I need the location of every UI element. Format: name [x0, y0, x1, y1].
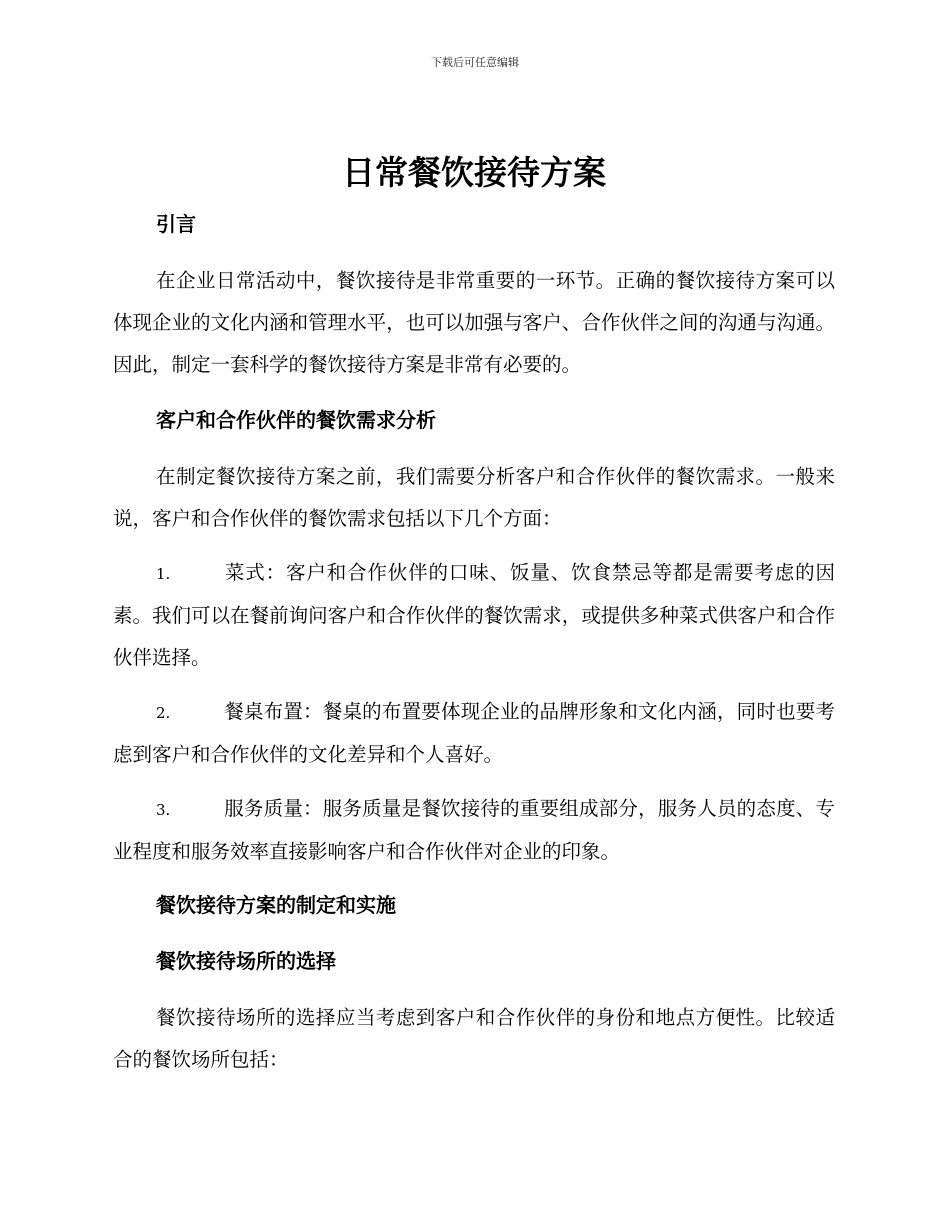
paragraph-needs: 在制定餐饮接待方案之前，我们需要分析客户和合作伙伴的餐饮需求。一般来说，客户和合作伙伴的餐饮需求包括以下几个方面：: [113, 465, 835, 530]
list-item-text: 餐桌布置：餐桌的布置要体现企业的品牌形象和文化内涵，同时也要考虑到客户和合作伙伴的文化差异和个人喜好。: [113, 700, 835, 766]
list-item: [113, 552, 835, 679]
paragraph-intro: 在企业日常活动中，餐饮接待是非常重要的一环节。正确的餐饮接待方案可以体现企业的文化内涵和管理水平，也可以加强与客户、合作伙伴之间的沟通与沟通。因此，制定一套科学的餐饮接待方案是非常有必要的。: [113, 269, 835, 376]
list-number: 2.: [156, 704, 171, 722]
heading-needs-analysis: 客户和合作伙伴的餐饮需求分析: [156, 408, 436, 432]
document-title: 日常餐饮接待方案: [342, 153, 606, 192]
heading-intro: 引言: [156, 212, 196, 236]
paragraph-venue: 餐饮接待场所的选择应当考虑到客户和合作伙伴的身份和地点方便性。比较适合的餐饮场所包括：: [113, 1006, 835, 1071]
heading-plan: 餐饮接待方案的制定和实施: [156, 893, 396, 917]
list-number: 1.: [156, 565, 171, 583]
header-note: 下载后可任意编辑: [431, 56, 519, 69]
list-item: [113, 788, 835, 873]
list-item: [113, 691, 835, 776]
list-number: 3.: [156, 801, 171, 819]
heading-venue: 餐饮接待场所的选择: [156, 949, 336, 973]
list-item-text: 菜式：客户和合作伙伴的口味、饭量、饮食禁忌等都是需要考虑的因素。我们可以在餐前询问客户和合作伙伴的餐饮需求，或提供多种菜式供客户和合作伙伴选择。: [113, 561, 835, 669]
list-item-text: 服务质量：服务质量是餐饮接待的重要组成部分，服务人员的态度、专业程度和服务效率直接影响客户和合作伙伴对企业的印象。: [113, 797, 835, 863]
document-body: [113, 148, 835, 1081]
